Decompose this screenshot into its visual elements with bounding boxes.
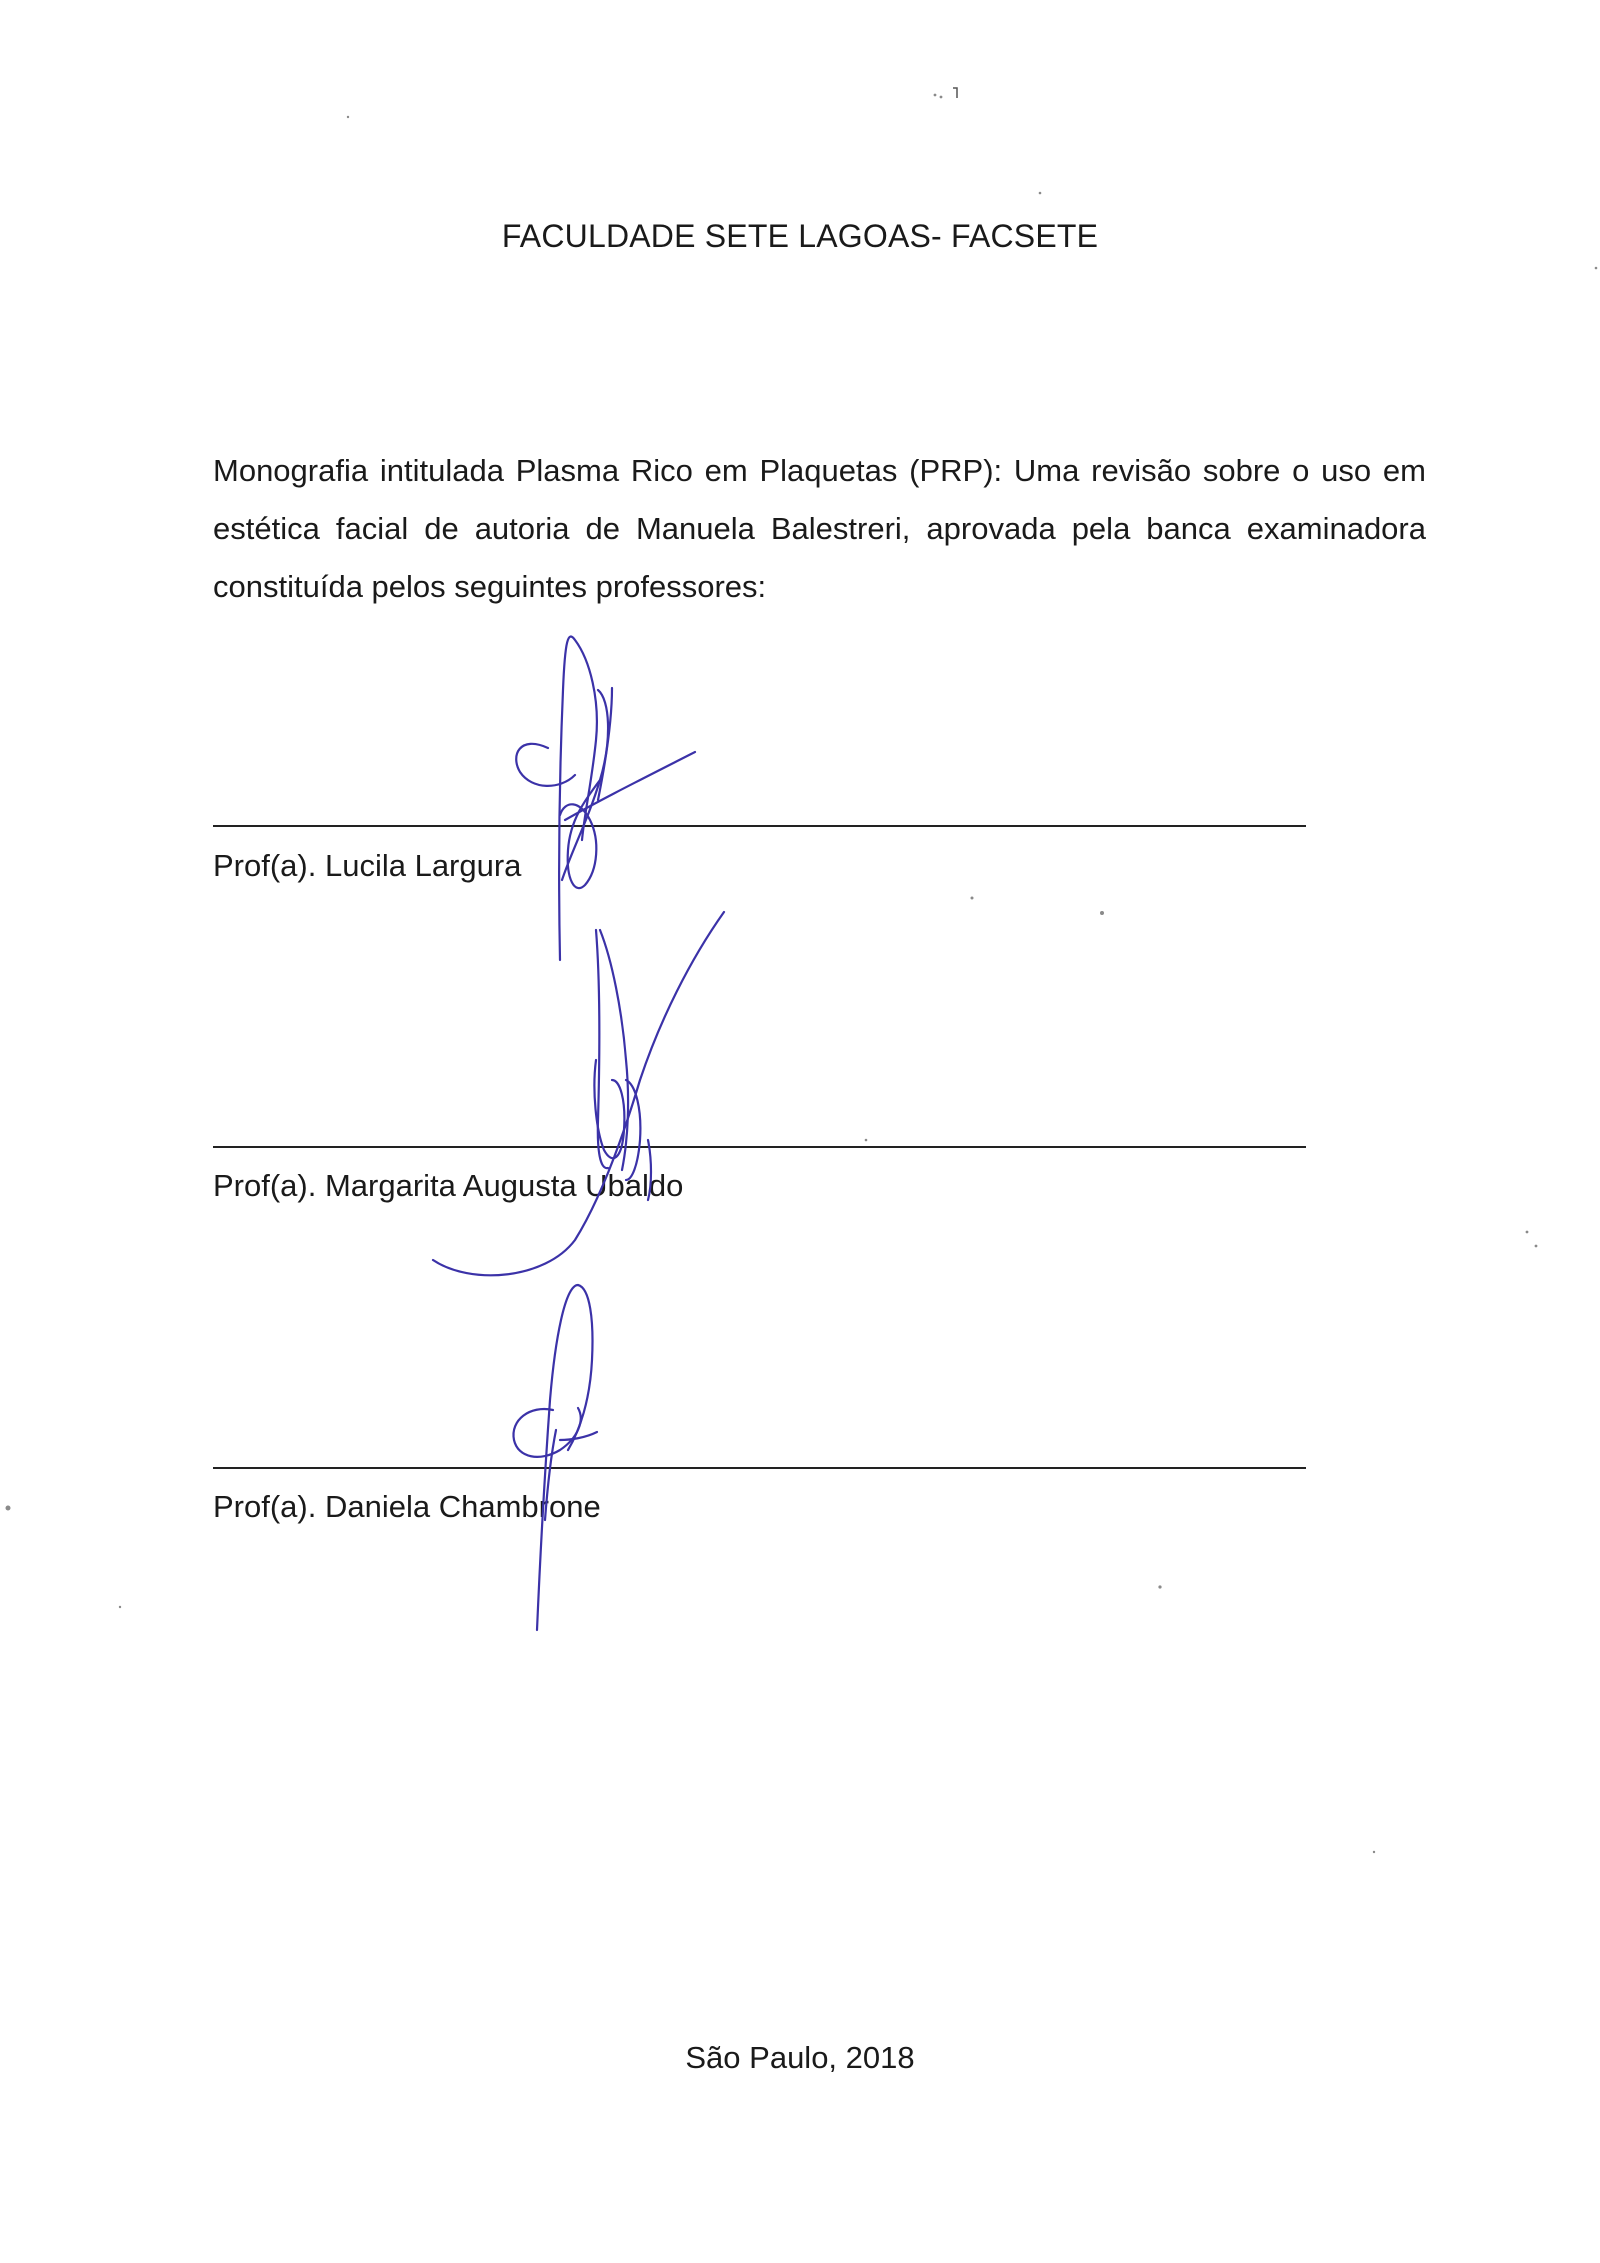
signature-line-3 [213, 1467, 1306, 1469]
signature-line-2 [213, 1146, 1306, 1148]
institution-title: FACULDADE SETE LAGOAS- FACSETE [501, 218, 1099, 254]
place-date: São Paulo, 2018 [685, 2040, 915, 2075]
examiner-name-3: Prof(a). Daniela Chambrone [213, 1489, 601, 1524]
signature-3 [513, 1285, 597, 1630]
signature-2 [433, 912, 724, 1275]
approval-paragraph: Monografia intitulada Plasma Rico em Plaquetas (PRP): Uma revisão sobre o uso em estética facial de autoria de Manuela Balestreri, aprovada pela banca examinadora constituída pelos seguintes professores: [213, 453, 1426, 604]
examiner-name-1: Prof(a). Lucila Largura [213, 848, 522, 883]
examiner-name-2: Prof(a). Margarita Augusta Ubaldo [213, 1168, 684, 1203]
signature-line-1 [213, 825, 1306, 827]
signature-1 [516, 637, 695, 960]
